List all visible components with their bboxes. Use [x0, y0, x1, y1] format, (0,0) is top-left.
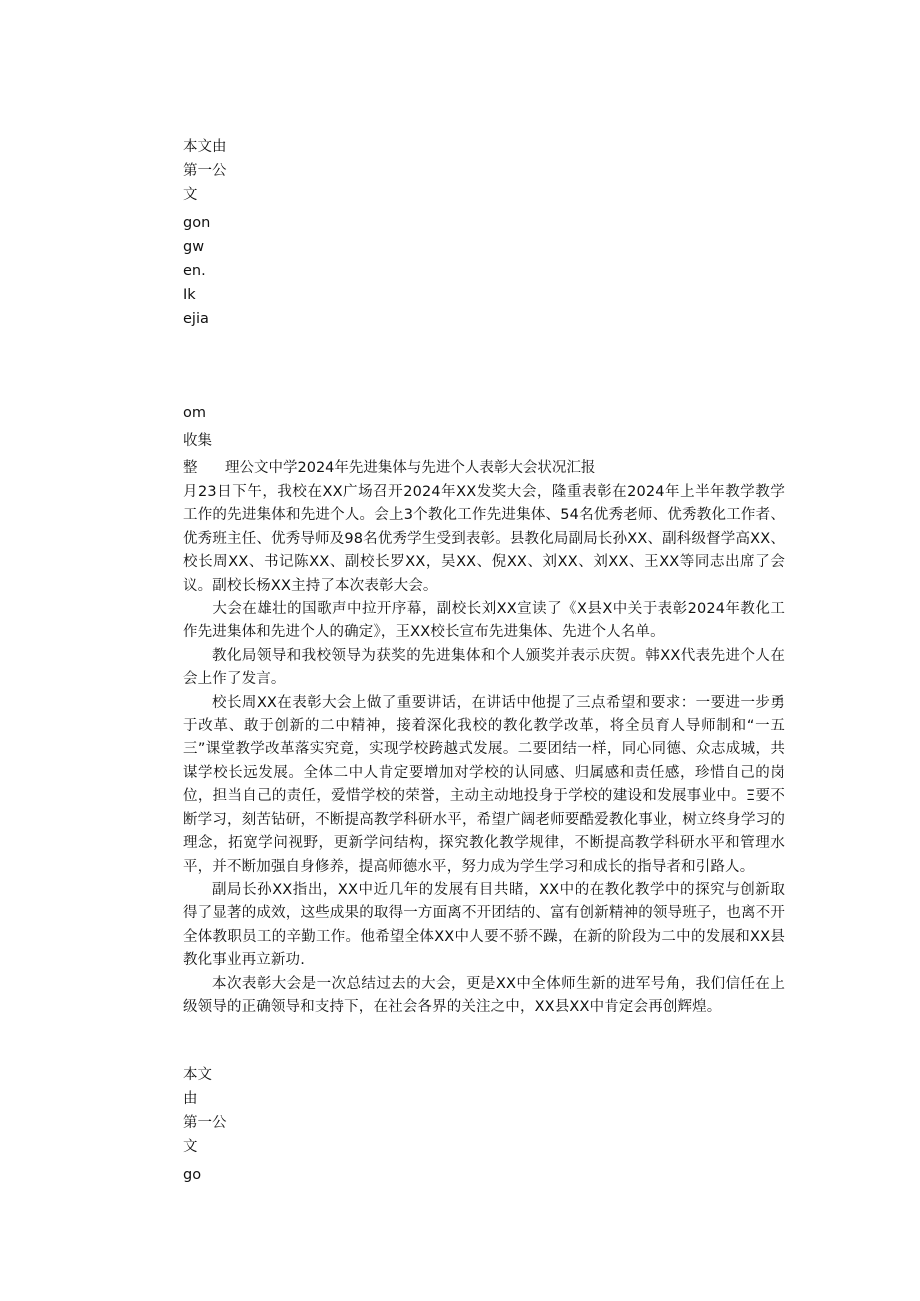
header-fragment: ejia	[183, 311, 209, 327]
header-fragment: gon	[183, 215, 211, 231]
paragraph-text: 大会在雄壮的国歌声中拉开序幕，副校长刘XX宣读了《X县X中关于表彰2024年教化工作先进集体和先进个人的确定》，王XX校长宣布先进集体、先进个人名单。	[183, 601, 785, 641]
title-text: 理公文中学2024年先进集体与先进个人表彰大会状况汇报	[225, 460, 596, 476]
paragraph: 教化局领导和我校领导为获奖的先进集体和个人颁奖并表示庆贺。韩XX代表先进个人在会上作了发言。	[183, 647, 785, 688]
header-fragment: 第一公	[183, 163, 227, 179]
paragraph: 校长周XX在表彰大会上做了重要讲话，在讲话中他提了三点希望和要求：一要进一步勇于改革、敢于创新的二中精神，接着深化我校的教化教学改革，将全员育人导师制和“一五三”课堂教学改革落实究竟，实现学校跨越式发展。二要团结一样，同心同德、众志成城，共谋学校长远发展。全体二中人肯定要增加对学校的认同感、归属感和责任感，珍惜自己的岗位，担当自己的责任，爱惜学校的荣誉，主动主动地投身于学校的建设和发展事业中。Ξ要不断学习，刻苦钻研，不断提高教学科研水平，希望广阔老师要酷爱教化事业，树立终身学习的理念，拓宽学问视野，更新学问结构，探究教化教学规律，不断提高教学科研水平和管理水平，并不断加强自身修养，提高师德水平，努力成为学生学习和成长的指导者和引路人。	[183, 694, 785, 875]
footer-fragment: 第一公	[183, 1115, 227, 1131]
header-fragment: om	[183, 405, 206, 421]
paragraph: 副局长孙XX指出，XX中近几年的发展有目共睹，XX中的在教化教学中的探究与创新取得了显著的成效，这些成果的取得一方面离不开团结的、富有创新精神的领导班子，也离不开全体教职员工的辛勤工作。他希望全体XX中人要不骄不躁，在新的阶段为二中的发展和XX县教化事业再立新功.	[183, 881, 785, 969]
footer-fragment: 本文	[183, 1067, 212, 1083]
document-title	[183, 458, 595, 478]
header-fragment: 收集	[183, 433, 212, 449]
header-fragment: Ik	[183, 287, 196, 303]
footer-fragment: 文	[183, 1139, 198, 1155]
header-fragment: en.	[183, 263, 206, 279]
paragraph: 本次表彰大会是一次总结过去的大会，更是XX中全体师生新的进军号角，我们信任在上级领导的正确领导和支持下，在社会各界的关注之中，XX县XX中肯定会再创辉煌。	[183, 975, 785, 1015]
header-fragment: 文	[183, 187, 198, 203]
footer-fragment: go	[183, 1167, 202, 1183]
title-lead: 整	[183, 460, 198, 476]
paragraph	[183, 598, 785, 645]
document-body	[183, 481, 785, 1019]
header-fragment: 本文由	[183, 139, 227, 155]
footer-fragment: 由	[183, 1091, 198, 1107]
header-fragment: gw	[183, 239, 205, 255]
paragraph: 月23日下午，我校在XX广场召开2024年XX发奖大会，隆重表彰在2024年上半年教学教学工作的先进集体和先进个人。会上3个教化工作先进集体、54名优秀老师、优秀教化工作者、优秀班主任、优秀导师及98名优秀学生受到表彰。县教化局副局长孙XX、副科级督学高XX、校长周XX、书记陈XX、副校长罗XX，吴XX、倪XX、刘XX、刘XX、王XX等同志出席了会议。副校长杨XX主持了本次表彰大会。	[183, 484, 785, 594]
